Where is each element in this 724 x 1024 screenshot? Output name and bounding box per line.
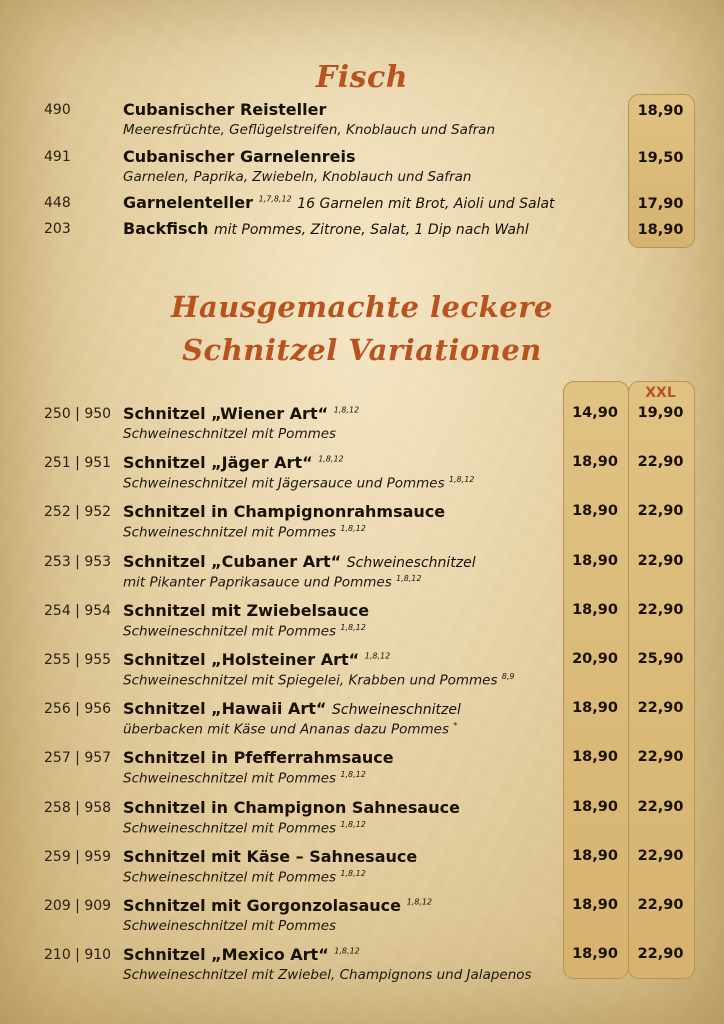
item-inline-description: Schweineschnitzel [346,554,476,571]
item-name-text: Schnitzel in Champignon Sahnesauce [123,797,460,817]
item-description-text: Schweineschnitzel mit Pommes [123,426,337,442]
item-name [123,100,326,119]
item-name [123,896,432,915]
item-price-xxl: 22,90 [637,601,684,618]
item-price: 18,90 [572,700,618,717]
item-name-text: Schnitzel „Wiener Art“ [123,404,329,423]
item-name [123,945,360,964]
item-name [123,748,394,767]
allergen-note: 1,8,12 [340,868,366,878]
item-price-xxl: 19,90 [637,405,684,421]
item-name-text: Schnitzel in Champignonrahmsauce [123,502,446,522]
item-price-xxl: 22,90 [637,700,684,717]
item-price: 17,90 [637,196,684,212]
item-number: 253 | 953 [44,553,112,570]
allergen-note: 1,8,12 [340,770,366,780]
item-name [123,601,369,620]
item-name-text: Backfisch [123,219,209,238]
section-title-schnitzel-line1: Hausgemachte leckere [171,290,553,324]
item-price: 18,90 [572,503,618,520]
item-number: 256 | 956 [44,701,112,718]
item-number: 209 | 909 [44,898,112,914]
item-name-text: Schnitzel „Holsteiner Art“ [123,650,360,669]
allergen-note: 1,8,12 [318,454,344,464]
item-number: 210 | 910 [44,947,112,964]
item-description [123,623,366,640]
item-name-text: Schnitzel mit Zwiebelsauce [123,600,370,620]
item-name-text: Schnitzel „Mexico Art“ [123,945,329,965]
allergen-note: 1,8,12 [334,946,360,956]
item-name-text: Schnitzel „Jäger Art“ [123,453,313,473]
item-description: Garnelen, Paprika, Zwiebeln, Knoblauch und Safran [123,169,472,185]
allergen-note: 1,8,12 [340,622,366,632]
item-description-text: Schweineschnitzel mit Pommes [123,820,337,837]
item-description-text: überbacken mit Käse und Ananas dazu Pommes [123,721,449,738]
item-description-text: mit Pikanter Paprikasauce und Pommes [123,574,392,591]
item-name [123,502,445,521]
item-inline-description: 16 Garnelen mit Brot, Aioli und Salat [297,196,555,212]
item-number: 250 | 950 [44,406,112,422]
item-price-xxl: 22,90 [637,946,684,963]
item-description [123,672,515,689]
item-price-xxl: 22,90 [637,552,684,569]
item-name-text: Schnitzel „Hawaii Art“ [123,699,327,719]
item-description [123,820,366,837]
item-price-xxl: 22,90 [637,847,684,864]
allergen-note: 1,8,12 [340,524,366,534]
item-name-text: Schnitzel mit Käse – Sahnesauce [123,846,418,866]
section-title-schnitzel-line2: Schnitzel Variationen [182,333,542,367]
price-column-normal [563,381,629,979]
item-price: 18,90 [637,103,684,119]
item-number: 257 | 957 [44,750,112,767]
item-price: 18,90 [572,847,618,864]
allergen-note: 1,8,12 [448,475,475,485]
xxl-column-label: XXL [645,385,676,401]
item-price-xxl: 22,90 [637,503,684,520]
item-name [123,552,476,571]
allergen-note: 1,7,8,12 [258,194,292,204]
item-price: 19,50 [637,150,684,166]
item-description: Meeresfrüchte, Geflügelstreifen, Knoblauch und Safran [123,122,496,138]
item-name [123,650,390,669]
item-number: 254 | 954 [44,602,112,619]
item-description [123,475,474,492]
item-description [123,574,421,591]
item-number: 255 | 955 [44,652,112,668]
allergen-note: 8,9 [501,672,515,681]
allergen-note: 1,8,12 [333,405,360,415]
item-number: 252 | 952 [44,504,112,521]
allergen-note: 1,8,12 [364,651,391,661]
item-price: 18,90 [572,454,618,471]
allergen-note: * [453,721,458,731]
item-number: 259 | 959 [44,848,112,865]
price-column-xxl [628,381,695,979]
item-number: 490 [44,102,71,118]
item-name-text: Garnelenteller [123,193,253,212]
allergen-note: 1,8,12 [340,819,366,829]
item-description-text: Schweineschnitzel mit Pommes [123,869,337,886]
item-description [123,770,366,787]
item-description [123,967,532,983]
item-inline-description: mit Pommes, Zitrone, Salat, 1 Dip nach Wahl [213,222,529,238]
item-price: 18,90 [572,946,618,963]
item-description [123,426,336,442]
item-name [123,699,461,718]
item-number: 491 [44,149,71,165]
item-name [123,847,417,866]
section-title-fisch: Fisch [315,60,409,95]
allergen-note: 1,8,12 [396,573,422,583]
item-description-text: Schweineschnitzel mit Zwiebel, Champignons und Jalapenos [123,967,532,984]
item-name-text: Schnitzel „Cubaner Art“ [123,551,342,571]
item-description-text: Schweineschnitzel mit Pommes [123,623,337,640]
item-description [123,869,366,886]
item-number: 203 [44,221,71,237]
item-price: 18,90 [572,601,618,618]
item-price-xxl: 22,90 [637,798,684,815]
item-price: 20,90 [572,651,618,667]
item-name [123,404,359,423]
item-description-text: Schweineschnitzel mit Pommes [123,770,337,787]
item-name [123,798,460,817]
item-number: 258 | 958 [44,799,112,816]
item-description-text: Schweineschnitzel mit Jägersauce und Pommes [123,475,445,492]
item-name [123,453,344,472]
item-description-text: Schweineschnitzel mit Pommes [123,918,337,934]
item-name [123,193,555,212]
item-price: 18,90 [572,897,618,913]
item-price: 14,90 [572,405,618,421]
item-number: 448 [44,195,71,211]
item-number: 251 | 951 [44,455,112,472]
item-name-text: Cubanischer Garnelenreis [123,147,356,166]
item-name [123,219,529,238]
item-price: 18,90 [572,552,618,569]
item-description [123,918,336,934]
item-description [123,524,366,541]
item-name-text: Schnitzel mit Gorgonzolasauce [123,896,401,915]
allergen-note: 1,8,12 [406,897,433,907]
item-description-text: Schweineschnitzel mit Spiegelei, Krabben und Pommes [123,672,498,689]
item-price: 18,90 [572,798,618,815]
item-price-xxl: 22,90 [637,897,684,913]
item-price: 18,90 [637,222,684,238]
item-price-xxl: 22,90 [637,454,684,471]
item-name [123,147,356,166]
item-price-xxl: 22,90 [637,749,684,766]
item-name-text: Cubanischer Reisteller [123,100,327,119]
item-price: 18,90 [572,749,618,766]
item-name-text: Schnitzel in Pfefferrahmsauce [123,748,394,768]
item-description-text: Schweineschnitzel mit Pommes [123,524,337,541]
item-inline-description: Schweineschnitzel [331,702,461,719]
item-description [123,721,457,738]
item-price-xxl: 25,90 [637,651,684,667]
